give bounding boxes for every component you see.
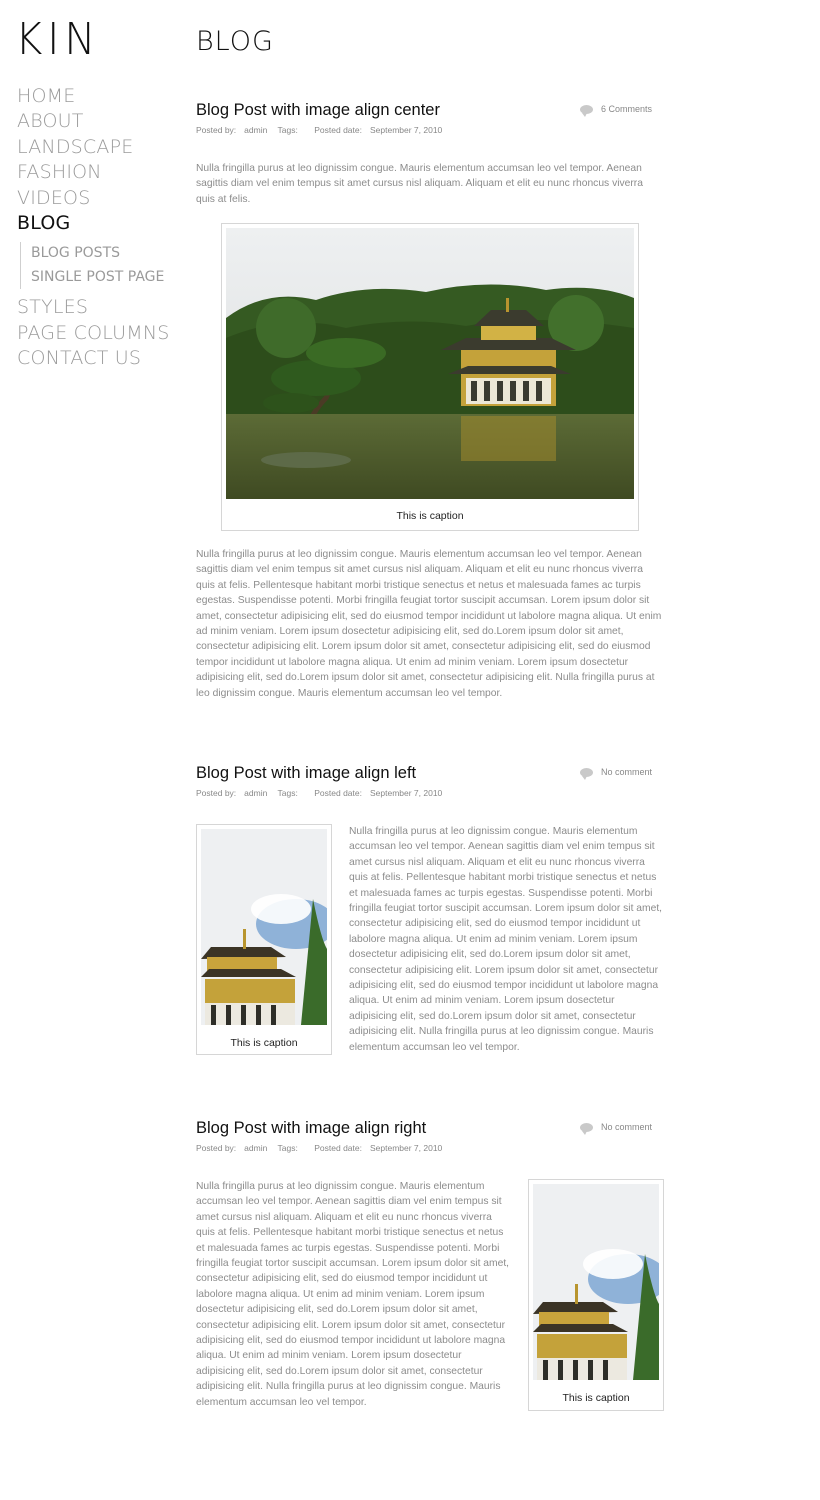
comments-link[interactable] bbox=[580, 767, 652, 777]
nav-item-home[interactable]: HOME bbox=[17, 85, 76, 107]
comments-count: 6 Comments bbox=[600, 104, 652, 114]
nav-item-videos[interactable]: VIDEOS bbox=[17, 186, 91, 209]
subnav-item-blog-posts[interactable]: BLOG POSTS bbox=[31, 245, 121, 262]
post-date: September 7, 2010 bbox=[369, 1143, 443, 1153]
nav-item-about[interactable]: ABOUT bbox=[17, 110, 84, 133]
blog-subnav-wrap bbox=[17, 242, 170, 289]
temple-lake-photo bbox=[226, 228, 634, 499]
nav-item-blog[interactable]: BLOG bbox=[17, 211, 71, 234]
post-author[interactable]: admin bbox=[244, 1143, 268, 1153]
post-date: September 7, 2010 bbox=[369, 125, 443, 135]
post-figure bbox=[528, 1179, 664, 1411]
post-meta bbox=[196, 1143, 664, 1153]
post-meta bbox=[196, 125, 664, 135]
posted-date-label: Posted date: bbox=[314, 788, 362, 798]
site-logo[interactable]: KIN bbox=[15, 14, 101, 65]
comments-count: No comment bbox=[600, 767, 652, 777]
comment-bubble-icon bbox=[580, 105, 593, 114]
post-figure bbox=[196, 824, 332, 1055]
tags-label: Tags: bbox=[277, 125, 298, 135]
post-figure bbox=[221, 223, 639, 531]
comments-link[interactable] bbox=[580, 1122, 652, 1132]
posted-date-label: Posted date: bbox=[314, 125, 362, 135]
nav-item-styles[interactable]: STYLES bbox=[17, 296, 89, 319]
tags-label: Tags: bbox=[277, 788, 298, 798]
nav-item-contact-us[interactable]: CONTACT US bbox=[17, 347, 142, 370]
image-caption: This is caption bbox=[396, 510, 464, 522]
comments-link[interactable] bbox=[580, 104, 652, 114]
post-author[interactable]: admin bbox=[244, 125, 268, 135]
temple-sky-photo bbox=[201, 829, 327, 1025]
post-body: Nulla fringilla purus at leo dignissim congue. Mauris elementum accumsan leo vel tempor. Aenean sagittis diam vel enim tempus sit amet cursus nisl aliquam. Aliquam et elit eu nunc rhoncus viverra quis at felis. Pellentesque habitant morbi tristique senectus et netus et malesuada fames ac turpis egestas. Suspendisse potenti. Morbi fringilla feugiat tortor suscipit accumsan. Lorem ipsum dolor sit amet, consectetur adipisicing elit, sed do eiusmod tempor incididunt ut labolore magna aliqua. Ut enim ad minim veniam. Lorem ipsum dosectetur adipisicing elit, sed do.Lorem ipsum dolor sit amet, consectetur adipisicing elit. Lorem ipsum dolor sit amet, consectetur adipisicing elit, sed do eiusmod tempor incididunt ut labolore magna aliqua. Ut enim ad minim veniam. Lorem ipsum dosectetur adipisicing elit, sed do.Lorem ipsum dolor sit amet, consectetur adipisicing elit. Nulla fringilla purus at leo dignissim congue. Mauris elementum accumsan leo vel tempor. bbox=[196, 1181, 510, 1408]
main-nav bbox=[17, 84, 170, 372]
post-body: Nulla fringilla purus at leo dignissim congue. Mauris elementum accumsan leo vel tempor. Aenean sagittis diam vel enim tempus sit amet cursus nisl aliquam. Aliquam et elit eu nunc rhoncus viverra quis at felis. Pellentesque habitant morbi tristique senectus et netus et malesuada fames ac turpis egestas. Suspendisse potenti. Morbi fringilla feugiat tortor suscipit accumsan. Lorem ipsum dolor sit amet, consectetur adipisicing elit, sed do eiusmod tempor incididunt ut labolore magna aliqua. Ut enim ad minim veniam. Lorem ipsum dosectetur adipisicing elit, sed do.Lorem ipsum dolor sit amet, consectetur adipisicing elit. Lorem ipsum dolor sit amet, consectetur adipisicing elit, sed do eiusmod tempor incididunt ut labolore magna aliqua. Ut enim ad minim veniam. Lorem ipsum dosectetur adipisicing elit, sed do.Lorem ipsum dolor sit amet, consectetur adipisicing elit. Nulla fringilla purus at leo dignissim congue. Mauris elementum accumsan leo vel tempor. bbox=[196, 549, 662, 699]
temple-sky-photo bbox=[533, 1184, 659, 1380]
post-title[interactable]: Blog Post with image align left bbox=[196, 764, 417, 782]
subnav-item-single-post-page[interactable]: SINGLE POST PAGE bbox=[31, 268, 165, 285]
page-title: BLOG bbox=[196, 26, 274, 57]
post-title[interactable]: Blog Post with image align right bbox=[196, 1119, 427, 1137]
comment-bubble-icon bbox=[580, 1123, 593, 1132]
comment-bubble-icon bbox=[580, 768, 593, 777]
comments-count: No comment bbox=[600, 1122, 652, 1132]
post-meta bbox=[196, 788, 664, 798]
posted-by-label: Posted by: bbox=[196, 1143, 237, 1153]
nav-item-page-columns[interactable]: PAGE COLUMNS bbox=[17, 321, 170, 344]
image-caption: This is caption bbox=[562, 1392, 630, 1404]
nav-item-landscape[interactable]: LANDSCAPE bbox=[17, 135, 134, 158]
image-caption: This is caption bbox=[230, 1037, 298, 1049]
post-date: September 7, 2010 bbox=[369, 788, 443, 798]
blog-post bbox=[196, 100, 664, 710]
posted-date-label: Posted date: bbox=[314, 1143, 362, 1153]
blog-post bbox=[196, 763, 664, 1063]
post-author[interactable]: admin bbox=[244, 788, 268, 798]
blog-post bbox=[196, 1118, 664, 1418]
post-body: Nulla fringilla purus at leo dignissim congue. Mauris elementum accumsan leo vel tempor. Aenean sagittis diam vel enim tempus sit amet cursus nisl aliquam. Aliquam et elit eu nunc rhoncus viverra quis at felis. Pellentesque habitant morbi tristique senectus et netus et malesuada fames ac turpis egestas. Suspendisse potenti. Morbi fringilla feugiat tortor suscipit accumsan. Lorem ipsum dolor sit amet, consectetur adipisicing elit, sed do eiusmod tempor incididunt ut labolore magna aliqua. Ut enim ad minim veniam. Lorem ipsum dosectetur adipisicing elit, sed do.Lorem ipsum dolor sit amet, consectetur adipisicing elit. Lorem ipsum dolor sit amet, consectetur adipisicing elit, sed do eiusmod tempor incididunt ut labolore magna aliqua. Ut enim ad minim veniam. Lorem ipsum dosectetur adipisicing elit, sed do.Lorem ipsum dolor sit amet, consectetur adipisicing elit. Nulla fringilla purus at leo dignissim congue. Mauris elementum accumsan leo vel tempor. bbox=[349, 826, 663, 1053]
tags-label: Tags: bbox=[277, 1143, 298, 1153]
posted-by-label: Posted by: bbox=[196, 788, 237, 798]
post-title[interactable]: Blog Post with image align center bbox=[196, 101, 440, 119]
posted-by-label: Posted by: bbox=[196, 125, 237, 135]
post-intro: Nulla fringilla purus at leo dignissim congue. Mauris elementum accumsan leo vel tempor. Aenean sagittis diam vel enim tempus sit amet cursus nisl aliquam. Aliquam et elit eu nunc rhoncus viverra quis at felis. bbox=[196, 163, 643, 205]
nav-item-fashion[interactable]: FASHION bbox=[17, 161, 102, 184]
blog-subnav bbox=[20, 242, 170, 289]
